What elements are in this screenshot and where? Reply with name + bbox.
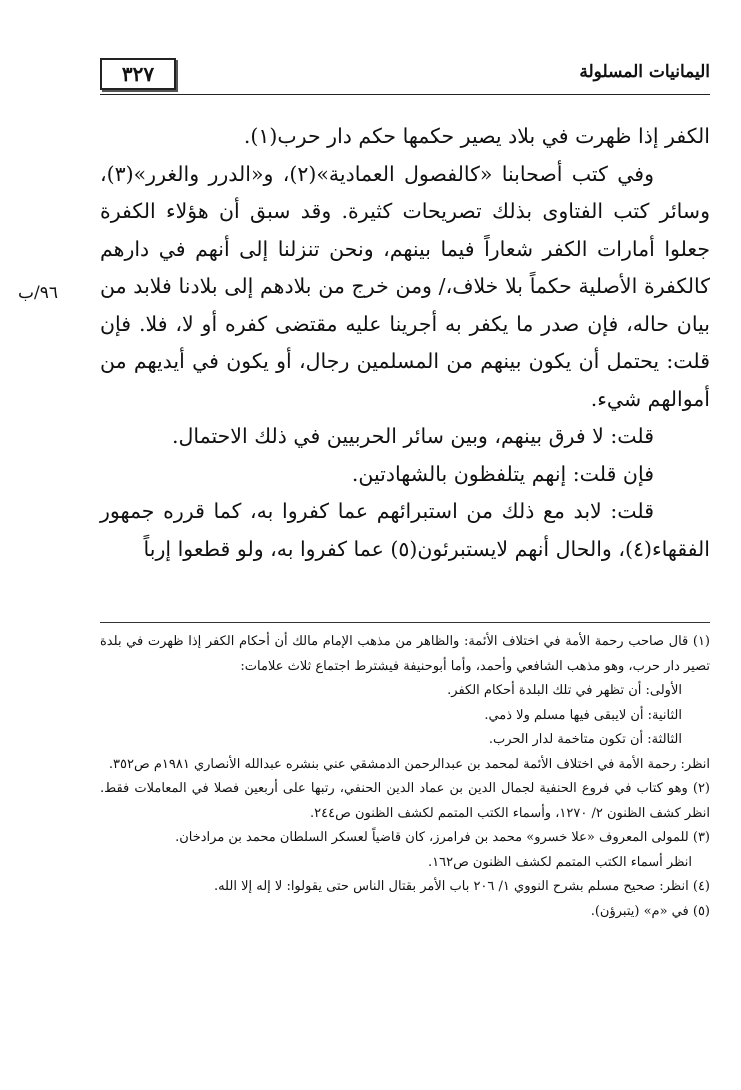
footnote-1-item: الأولى: أن تظهر في تلك البلدة أحكام الكفر.	[447, 683, 682, 698]
paragraph: الكفر إذا ظهرت في بلاد يصير حكمها حكم دار حرب(١).	[243, 124, 710, 148]
footnote-separator	[100, 622, 710, 623]
footnote-1-item: الثانية: أن لايبقى فيها مسلم ولا ذمي.	[484, 707, 682, 723]
page-number: ٣٢٧	[100, 58, 176, 90]
footnotes	[100, 630, 710, 924]
header-rule	[100, 94, 710, 95]
paragraph: وفي كتب أصحابنا «كالفصول العمادية»(٢)، و«الدرر والغرر»(٣)، وسائر كتب الفتاوى بذلك تصريحات كثيرة. وقد سبق أن هؤلاء الكفرة جعلوا أمارات الكفر شعاراً فيما بينهم، ونحن تنزلنا إلى أنهم في دارهم كالكفرة الأصلية حكماً بلا خلاف،/ ومن خرج من بلادهم إلى بلادنا فلابد من بيان حاله، فإن صدر ما يكفر به أجرينا عليه مقتضى كفره أو لا، فلا. فإن قلت: يحتمل أن يكون بينهم من المسلمين رجال، أو يكون في أيديهم من أموالهم شيء.	[100, 161, 710, 411]
paragraph: قلت: لا فرق بينهم، وبين سائر الحربيين في ذلك الاحتمال.	[171, 424, 654, 448]
page-header	[100, 58, 710, 98]
running-title: اليمانيات المسلولة	[579, 62, 710, 82]
footnote-1-reference: انظر: رحمة الأمة في اختلاف الأئمة لمحمد بن عبدالرحمن الدمشقي عني بنشره عبدالله الأنصاري ١٩٨١م ص٣٥٢.	[108, 756, 710, 772]
footnote-1-item: الثالثة: أن تكون متاخمة لدار الحرب.	[488, 732, 682, 747]
footnote-3-reference: انظر أسماء الكتب المتمم لكشف الظنون ص١٦٢.	[427, 854, 692, 870]
paragraph: قلت: لابد مع ذلك من استبرائهم عما كفروا به، كما قرره جمهور الفقهاء(٤)، والحال أنهم لايستبرئون(٥) عما كفروا به، ولو قطعوا إرباً	[100, 499, 710, 561]
footnote-3: (٣) للمولى المعروف «علا خسرو» محمد بن فرامرز، كان قاضياً لعسكر السلطان محمد بن مرادخان.	[175, 830, 710, 845]
margin-folio-mark: ٩٦/ب	[18, 283, 58, 303]
main-text	[100, 118, 710, 568]
footnote-5: (٥) في «م» (يتبرؤن).	[590, 903, 710, 919]
footnote-2: (٢) وهو كتاب في فروع الحنفية لجمال الدين بن عماد الدين الحنفي، رتبها على أربعين فصلا في المعاملات فقط. انظر كشف الظنون ٢/ ١٢٧٠، وأسماء الكتب المتمم لكشف الظنون ص٢٤٤.	[100, 781, 710, 821]
footnote-1: (١) قال صاحب رحمة الأمة في اختلاف الأئمة: والظاهر من مذهب الإمام مالك أن أحكام الكفر إذا ظهرت في بلدة تصير دار حرب، وهو مذهب الشافعي وأحمد، وأما أبوحنيفة فيشترط اجتماع ثلاث علامات:	[100, 634, 710, 674]
paragraph: فإن قلت: إنهم يتلفظون بالشهادتين.	[351, 461, 654, 486]
footnote-4: (٤) انظر: صحيح مسلم بشرح النووي ١/ ٢٠٦ باب الأمر بقتال الناس حتى يقولوا: لا إله إلا الله.	[213, 879, 710, 894]
